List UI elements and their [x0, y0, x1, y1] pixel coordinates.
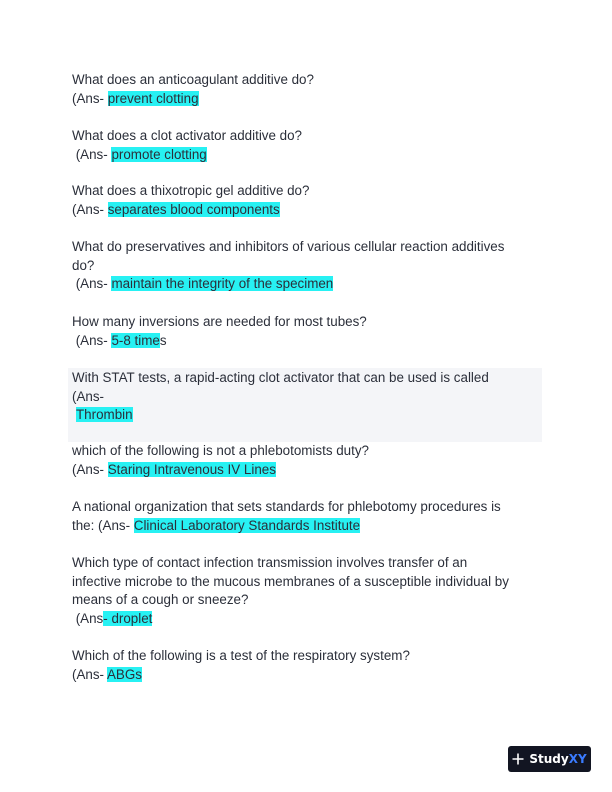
answer-line	[72, 275, 542, 294]
answer-highlight: Staring Intravenous IV Lines	[107, 461, 276, 477]
qa-item-2	[72, 127, 542, 164]
answer-prefix: (Ans-	[72, 461, 108, 477]
question-text-line-1: A national organization that sets standards for phlebotomy procedures is	[72, 499, 501, 514]
answer-prefix: (Ans-	[72, 666, 107, 682]
answer-prefix: (Ans-	[72, 146, 112, 162]
question-text: How many inversions are needed for most tubes?	[72, 314, 367, 329]
answer-prefix: (Ans-	[72, 276, 112, 291]
answer-highlight: - droplet	[103, 610, 153, 626]
qa-item-9	[72, 554, 542, 628]
question-text: What does a thixotropic gel additive do?	[72, 183, 310, 198]
answer-line	[72, 332, 542, 351]
question-text: What does a clot activator additive do?	[72, 128, 303, 143]
answer-line	[72, 666, 542, 685]
answer-prefix: (Ans-	[72, 201, 108, 217]
qa-item-5	[72, 313, 542, 350]
answer-highlight: prevent clotting	[107, 90, 199, 106]
badge-brand: Study	[529, 751, 569, 766]
answer-line	[72, 461, 542, 480]
answer-prefix: (Ans	[72, 610, 104, 626]
qa-item-7	[72, 442, 542, 479]
qa-item-1	[72, 71, 542, 108]
qa-item-3	[72, 182, 542, 219]
answer-highlight: Clinical Laboratory Standards Institute	[133, 517, 361, 533]
question-text: Which of the following is a test of the respiratory system?	[72, 648, 410, 663]
answer-line	[72, 90, 542, 109]
question-text-line-2: infective microbe to the mucous membranes of a susceptible individual by	[72, 573, 509, 589]
answer-highlight: maintain the integrity of the specimen	[111, 276, 334, 291]
question-text: With STAT tests, a rapid-acting clot activator that can be used is called	[72, 370, 489, 385]
question-text-line-3: means of a cough or sneeze?	[72, 592, 249, 607]
answer-highlight: 5-8 time	[111, 332, 160, 348]
badge-brand-accent: XY	[568, 751, 587, 766]
answer-prefix: (Ans-	[72, 90, 108, 106]
answer-line	[72, 610, 542, 629]
qa-item-4	[72, 238, 542, 294]
qa-item-10	[72, 647, 542, 684]
answer-suffix: s	[159, 332, 167, 348]
studyxy-badge[interactable]	[508, 746, 591, 772]
answer-highlight: Thrombin	[76, 407, 133, 422]
answer-prefix: (Ans-	[72, 332, 112, 348]
question-text-line-1: Which type of contact infection transmission involves transfer of an	[72, 555, 468, 570]
qa-item-6	[72, 369, 542, 425]
answer-highlight: ABGs	[106, 666, 142, 682]
question-text: What does an anticoagulant additive do?	[72, 72, 314, 87]
plus-icon	[512, 753, 524, 765]
question-text-line-2: do?	[72, 257, 95, 273]
answer-highlight: separates blood components	[107, 201, 280, 217]
answer-highlight: promote clotting	[111, 146, 207, 162]
answer-line	[72, 517, 542, 536]
answer-line	[72, 146, 542, 165]
answer-line	[72, 201, 542, 220]
answer-line	[72, 406, 542, 425]
qa-item-8	[72, 498, 542, 535]
question-text-line-1: What do preservatives and inhibitors of various cellular reaction additives	[72, 239, 505, 254]
question-text: which of the following is not a phlebotomists duty?	[72, 443, 369, 458]
answer-prefix: (Ans-	[72, 388, 104, 404]
answer-prefix: the: (Ans-	[72, 517, 134, 533]
